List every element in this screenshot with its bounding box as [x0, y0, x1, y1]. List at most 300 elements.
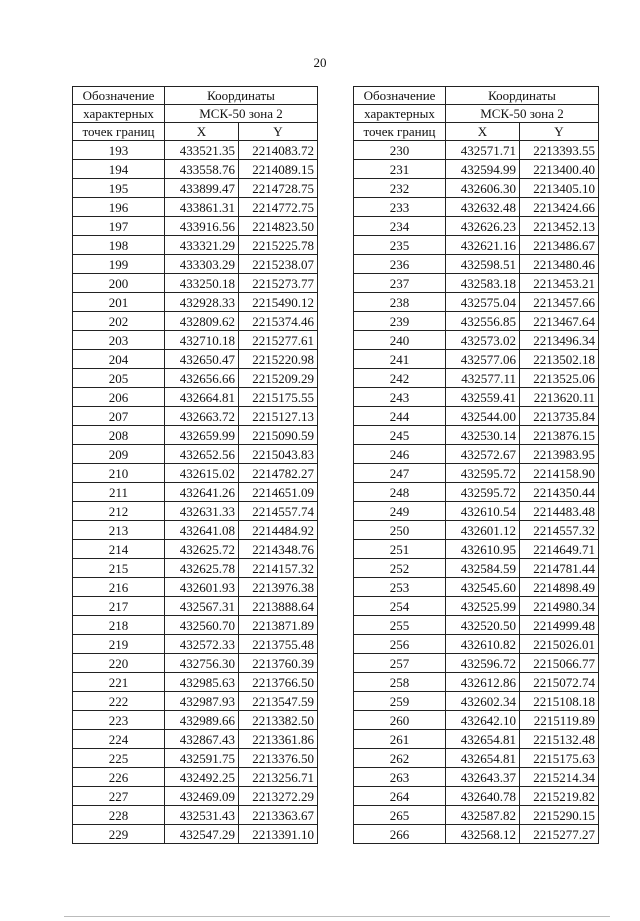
point-number-cell: 265 [354, 806, 446, 825]
y-coordinate-cell: 2214483.48 [520, 502, 599, 521]
y-coordinate-cell: 2213376.50 [239, 749, 318, 768]
x-coordinate-cell: 433303.29 [165, 255, 239, 274]
x-coordinate-cell: 433321.29 [165, 236, 239, 255]
table-row [354, 635, 599, 654]
table-row [354, 616, 599, 635]
y-coordinate-cell: 2213457.66 [520, 293, 599, 312]
y-coordinate-cell: 2213735.84 [520, 407, 599, 426]
table-body [73, 141, 318, 844]
x-coordinate-cell: 432577.11 [446, 369, 520, 388]
point-number-cell: 222 [73, 692, 165, 711]
x-coordinate-cell: 432659.99 [165, 426, 239, 445]
point-number-cell: 257 [354, 654, 446, 673]
point-number-cell: 215 [73, 559, 165, 578]
table-row [354, 350, 599, 369]
y-coordinate-cell: 2213766.50 [239, 673, 318, 692]
point-number-cell: 247 [354, 464, 446, 483]
x-coordinate-cell: 432621.16 [446, 236, 520, 255]
point-number-cell: 198 [73, 236, 165, 255]
point-number-cell: 218 [73, 616, 165, 635]
y-coordinate-cell: 2213272.29 [239, 787, 318, 806]
x-coordinate-cell: 432575.04 [446, 293, 520, 312]
y-coordinate-cell: 2214649.71 [520, 540, 599, 559]
x-coordinate-cell: 432928.33 [165, 293, 239, 312]
point-number-cell: 248 [354, 483, 446, 502]
y-coordinate-cell: 2215273.77 [239, 274, 318, 293]
x-coordinate-cell: 432989.66 [165, 711, 239, 730]
table-row [354, 597, 599, 616]
y-coordinate-cell: 2215490.12 [239, 293, 318, 312]
point-number-cell: 241 [354, 350, 446, 369]
table-row [73, 255, 318, 274]
table-row [73, 616, 318, 635]
table-row [354, 217, 599, 236]
point-number-cell: 242 [354, 369, 446, 388]
point-number-cell: 263 [354, 768, 446, 787]
table-row [73, 426, 318, 445]
point-number-cell: 217 [73, 597, 165, 616]
point-number-cell: 209 [73, 445, 165, 464]
table-row [354, 559, 599, 578]
point-number-cell: 239 [354, 312, 446, 331]
table-row [354, 806, 599, 825]
table-row [73, 768, 318, 787]
y-coordinate-cell: 2215209.29 [239, 369, 318, 388]
x-coordinate-cell: 432640.78 [446, 787, 520, 806]
header-row [73, 87, 318, 105]
x-coordinate-cell: 432559.41 [446, 388, 520, 407]
table-row [354, 768, 599, 787]
table-row [73, 692, 318, 711]
y-coordinate-cell: 2215220.98 [239, 350, 318, 369]
x-coordinate-cell: 432583.18 [446, 274, 520, 293]
x-coordinate-cell: 432626.23 [446, 217, 520, 236]
y-coordinate-cell: 2214557.32 [520, 521, 599, 540]
point-number-cell: 233 [354, 198, 446, 217]
table-row [354, 730, 599, 749]
header-x: X [446, 123, 520, 141]
point-number-cell: 229 [73, 825, 165, 844]
x-coordinate-cell: 432625.72 [165, 540, 239, 559]
table-row [354, 255, 599, 274]
table-row [354, 464, 599, 483]
point-number-cell: 258 [354, 673, 446, 692]
y-coordinate-cell: 2214782.27 [239, 464, 318, 483]
point-number-cell: 251 [354, 540, 446, 559]
table-row [73, 749, 318, 768]
point-number-cell: 213 [73, 521, 165, 540]
table-row [73, 806, 318, 825]
table-row [73, 787, 318, 806]
table-row [73, 445, 318, 464]
x-coordinate-cell: 432530.14 [446, 426, 520, 445]
table-row [73, 502, 318, 521]
table-row [354, 312, 599, 331]
header-row [354, 105, 599, 123]
y-coordinate-cell: 2215066.77 [520, 654, 599, 673]
y-coordinate-cell: 2215175.55 [239, 388, 318, 407]
y-coordinate-cell: 2213976.38 [239, 578, 318, 597]
point-number-cell: 208 [73, 426, 165, 445]
x-coordinate-cell: 432492.25 [165, 768, 239, 787]
point-number-cell: 260 [354, 711, 446, 730]
y-coordinate-cell: 2213502.18 [520, 350, 599, 369]
y-coordinate-cell: 2214350.44 [520, 483, 599, 502]
y-coordinate-cell: 2213400.40 [520, 160, 599, 179]
x-coordinate-cell: 432615.02 [165, 464, 239, 483]
table-row [354, 749, 599, 768]
x-coordinate-cell: 432520.50 [446, 616, 520, 635]
y-coordinate-cell: 2213467.64 [520, 312, 599, 331]
y-coordinate-cell: 2213393.55 [520, 141, 599, 160]
y-coordinate-cell: 2214772.75 [239, 198, 318, 217]
y-coordinate-cell: 2215175.63 [520, 749, 599, 768]
table-row [354, 179, 599, 198]
table-row [73, 236, 318, 255]
table-body [354, 141, 599, 844]
y-coordinate-cell: 2213452.13 [520, 217, 599, 236]
point-number-cell: 245 [354, 426, 446, 445]
table-row [354, 445, 599, 464]
table-row [73, 730, 318, 749]
header-point-label: характерных [73, 105, 165, 123]
table-row [354, 673, 599, 692]
point-number-cell: 244 [354, 407, 446, 426]
point-number-cell: 236 [354, 255, 446, 274]
y-coordinate-cell: 2215119.89 [520, 711, 599, 730]
point-number-cell: 255 [354, 616, 446, 635]
header-coordinate-system: МСК-50 зона 2 [165, 105, 318, 123]
x-coordinate-cell: 432663.72 [165, 407, 239, 426]
y-coordinate-cell: 2214089.15 [239, 160, 318, 179]
point-number-cell: 194 [73, 160, 165, 179]
table-row [354, 388, 599, 407]
x-coordinate-cell: 432756.30 [165, 654, 239, 673]
y-coordinate-cell: 2213453.21 [520, 274, 599, 293]
table-row [354, 274, 599, 293]
coordinates-table-right [353, 86, 599, 844]
table-row [73, 369, 318, 388]
table-row [354, 160, 599, 179]
x-coordinate-cell: 432595.72 [446, 483, 520, 502]
point-number-cell: 200 [73, 274, 165, 293]
page-bottom-rule [64, 916, 610, 917]
point-number-cell: 220 [73, 654, 165, 673]
point-number-cell: 210 [73, 464, 165, 483]
point-number-cell: 196 [73, 198, 165, 217]
y-coordinate-cell: 2214083.72 [239, 141, 318, 160]
table-row [354, 407, 599, 426]
x-coordinate-cell: 432567.31 [165, 597, 239, 616]
x-coordinate-cell: 432610.82 [446, 635, 520, 654]
y-coordinate-cell: 2213876.15 [520, 426, 599, 445]
y-coordinate-cell: 2214158.90 [520, 464, 599, 483]
y-coordinate-cell: 2214557.74 [239, 502, 318, 521]
point-number-cell: 252 [354, 559, 446, 578]
point-number-cell: 256 [354, 635, 446, 654]
y-coordinate-cell: 2213382.50 [239, 711, 318, 730]
y-coordinate-cell: 2214348.76 [239, 540, 318, 559]
point-number-cell: 228 [73, 806, 165, 825]
point-number-cell: 259 [354, 692, 446, 711]
point-number-cell: 223 [73, 711, 165, 730]
x-coordinate-cell: 432641.08 [165, 521, 239, 540]
table-row [354, 502, 599, 521]
table-row [354, 825, 599, 844]
x-coordinate-cell: 432642.10 [446, 711, 520, 730]
x-coordinate-cell: 432601.12 [446, 521, 520, 540]
table-row [73, 673, 318, 692]
point-number-cell: 207 [73, 407, 165, 426]
y-coordinate-cell: 2213496.34 [520, 331, 599, 350]
y-coordinate-cell: 2215277.61 [239, 331, 318, 350]
x-coordinate-cell: 432584.59 [446, 559, 520, 578]
point-number-cell: 216 [73, 578, 165, 597]
x-coordinate-cell: 432544.00 [446, 407, 520, 426]
table-row [73, 160, 318, 179]
table-row [354, 692, 599, 711]
point-number-cell: 230 [354, 141, 446, 160]
table-row [73, 711, 318, 730]
point-number-cell: 246 [354, 445, 446, 464]
y-coordinate-cell: 2213760.39 [239, 654, 318, 673]
point-number-cell: 224 [73, 730, 165, 749]
point-number-cell: 264 [354, 787, 446, 806]
y-coordinate-cell: 2213755.48 [239, 635, 318, 654]
x-coordinate-cell: 432531.43 [165, 806, 239, 825]
page-number: 20 [313, 55, 327, 70]
header-row [73, 105, 318, 123]
y-coordinate-cell: 2213363.67 [239, 806, 318, 825]
y-coordinate-cell: 2215132.48 [520, 730, 599, 749]
table-row [73, 521, 318, 540]
y-coordinate-cell: 2215225.78 [239, 236, 318, 255]
table-row [354, 540, 599, 559]
y-coordinate-cell: 2214898.49 [520, 578, 599, 597]
x-coordinate-cell: 432577.06 [446, 350, 520, 369]
y-coordinate-cell: 2213620.11 [520, 388, 599, 407]
table-row [354, 293, 599, 312]
point-number-cell: 253 [354, 578, 446, 597]
y-coordinate-cell: 2215214.34 [520, 768, 599, 787]
point-number-cell: 243 [354, 388, 446, 407]
y-coordinate-cell: 2215277.27 [520, 825, 599, 844]
point-number-cell: 235 [354, 236, 446, 255]
point-number-cell: 195 [73, 179, 165, 198]
header-y: Y [239, 123, 318, 141]
point-number-cell: 193 [73, 141, 165, 160]
x-coordinate-cell: 432625.78 [165, 559, 239, 578]
x-coordinate-cell: 432560.70 [165, 616, 239, 635]
table-row [354, 787, 599, 806]
header-point-label: характерных [354, 105, 446, 123]
point-number-cell: 204 [73, 350, 165, 369]
x-coordinate-cell: 432632.48 [446, 198, 520, 217]
y-coordinate-cell: 2214484.92 [239, 521, 318, 540]
header-point-label: точек границ [73, 123, 165, 141]
x-coordinate-cell: 432587.82 [446, 806, 520, 825]
header-row [73, 123, 318, 141]
x-coordinate-cell: 432598.51 [446, 255, 520, 274]
table-row [73, 312, 318, 331]
y-coordinate-cell: 2213256.71 [239, 768, 318, 787]
x-coordinate-cell: 432606.30 [446, 179, 520, 198]
x-coordinate-cell: 432545.60 [446, 578, 520, 597]
table-row [73, 635, 318, 654]
y-coordinate-cell: 2215127.13 [239, 407, 318, 426]
point-number-cell: 225 [73, 749, 165, 768]
x-coordinate-cell: 432612.86 [446, 673, 520, 692]
table-row [73, 274, 318, 293]
x-coordinate-cell: 432867.43 [165, 730, 239, 749]
point-number-cell: 237 [354, 274, 446, 293]
x-coordinate-cell: 432654.81 [446, 749, 520, 768]
header-y: Y [520, 123, 599, 141]
point-number-cell: 202 [73, 312, 165, 331]
x-coordinate-cell: 432568.12 [446, 825, 520, 844]
x-coordinate-cell: 433558.76 [165, 160, 239, 179]
y-coordinate-cell: 2214980.34 [520, 597, 599, 616]
coordinates-table-left [72, 86, 318, 844]
table-row [354, 369, 599, 388]
header-row [354, 87, 599, 105]
point-number-cell: 266 [354, 825, 446, 844]
point-number-cell: 219 [73, 635, 165, 654]
x-coordinate-cell: 432610.95 [446, 540, 520, 559]
table-row [354, 331, 599, 350]
table-row [73, 483, 318, 502]
y-coordinate-cell: 2213486.67 [520, 236, 599, 255]
y-coordinate-cell: 2213480.46 [520, 255, 599, 274]
table-row [354, 521, 599, 540]
x-coordinate-cell: 432595.72 [446, 464, 520, 483]
y-coordinate-cell: 2215026.01 [520, 635, 599, 654]
x-coordinate-cell: 432656.66 [165, 369, 239, 388]
point-number-cell: 262 [354, 749, 446, 768]
y-coordinate-cell: 2214651.09 [239, 483, 318, 502]
x-coordinate-cell: 432610.54 [446, 502, 520, 521]
x-coordinate-cell: 433521.35 [165, 141, 239, 160]
table-row [73, 293, 318, 312]
y-coordinate-cell: 2215072.74 [520, 673, 599, 692]
x-coordinate-cell: 432631.33 [165, 502, 239, 521]
y-coordinate-cell: 2213361.86 [239, 730, 318, 749]
table-row [354, 711, 599, 730]
y-coordinate-cell: 2213547.59 [239, 692, 318, 711]
point-number-cell: 232 [354, 179, 446, 198]
table-row [73, 559, 318, 578]
point-number-cell: 240 [354, 331, 446, 350]
header-point-label: Обозначение [354, 87, 446, 105]
point-number-cell: 201 [73, 293, 165, 312]
header-x: X [165, 123, 239, 141]
y-coordinate-cell: 2215290.15 [520, 806, 599, 825]
table-row [73, 825, 318, 844]
point-number-cell: 231 [354, 160, 446, 179]
point-number-cell: 211 [73, 483, 165, 502]
y-coordinate-cell: 2214999.48 [520, 616, 599, 635]
y-coordinate-cell: 2213405.10 [520, 179, 599, 198]
y-coordinate-cell: 2213983.95 [520, 445, 599, 464]
x-coordinate-cell: 432601.93 [165, 578, 239, 597]
table-row [354, 654, 599, 673]
point-number-cell: 206 [73, 388, 165, 407]
x-coordinate-cell: 432985.63 [165, 673, 239, 692]
table-row [73, 388, 318, 407]
x-coordinate-cell: 432643.37 [446, 768, 520, 787]
table-row [73, 198, 318, 217]
header-point-label: точек границ [354, 123, 446, 141]
x-coordinate-cell: 433899.47 [165, 179, 239, 198]
x-coordinate-cell: 432571.71 [446, 141, 520, 160]
table-row [354, 198, 599, 217]
y-coordinate-cell: 2215090.59 [239, 426, 318, 445]
point-number-cell: 221 [73, 673, 165, 692]
y-coordinate-cell: 2214781.44 [520, 559, 599, 578]
x-coordinate-cell: 433250.18 [165, 274, 239, 293]
x-coordinate-cell: 432641.26 [165, 483, 239, 502]
y-coordinate-cell: 2215374.46 [239, 312, 318, 331]
header-point-label: Обозначение [73, 87, 165, 105]
point-number-cell: 249 [354, 502, 446, 521]
x-coordinate-cell: 432652.56 [165, 445, 239, 464]
x-coordinate-cell: 432710.18 [165, 331, 239, 350]
x-coordinate-cell: 432650.47 [165, 350, 239, 369]
point-number-cell: 238 [354, 293, 446, 312]
y-coordinate-cell: 2214823.50 [239, 217, 318, 236]
y-coordinate-cell: 2213888.64 [239, 597, 318, 616]
header-coordinates-label: Координаты [446, 87, 599, 105]
x-coordinate-cell: 432664.81 [165, 388, 239, 407]
x-coordinate-cell: 432469.09 [165, 787, 239, 806]
table-row [73, 350, 318, 369]
table-row [73, 578, 318, 597]
table-row [354, 426, 599, 445]
x-coordinate-cell: 432547.29 [165, 825, 239, 844]
header-coordinate-system: МСК-50 зона 2 [446, 105, 599, 123]
table-row [73, 331, 318, 350]
table-row [73, 179, 318, 198]
table-row [354, 236, 599, 255]
header-row [354, 123, 599, 141]
table-row [73, 141, 318, 160]
table-row [354, 483, 599, 502]
table-row [73, 464, 318, 483]
point-number-cell: 227 [73, 787, 165, 806]
y-coordinate-cell: 2213391.10 [239, 825, 318, 844]
x-coordinate-cell: 432573.02 [446, 331, 520, 350]
y-coordinate-cell: 2214157.32 [239, 559, 318, 578]
y-coordinate-cell: 2215238.07 [239, 255, 318, 274]
table-row [73, 540, 318, 559]
x-coordinate-cell: 432602.34 [446, 692, 520, 711]
x-coordinate-cell: 432594.99 [446, 160, 520, 179]
x-coordinate-cell: 432572.33 [165, 635, 239, 654]
point-number-cell: 214 [73, 540, 165, 559]
y-coordinate-cell: 2213424.66 [520, 198, 599, 217]
x-coordinate-cell: 432556.85 [446, 312, 520, 331]
x-coordinate-cell: 432809.62 [165, 312, 239, 331]
table-row [73, 654, 318, 673]
point-number-cell: 254 [354, 597, 446, 616]
x-coordinate-cell: 432987.93 [165, 692, 239, 711]
y-coordinate-cell: 2215043.83 [239, 445, 318, 464]
point-number-cell: 205 [73, 369, 165, 388]
x-coordinate-cell: 432596.72 [446, 654, 520, 673]
point-number-cell: 234 [354, 217, 446, 236]
x-coordinate-cell: 432572.67 [446, 445, 520, 464]
point-number-cell: 203 [73, 331, 165, 350]
